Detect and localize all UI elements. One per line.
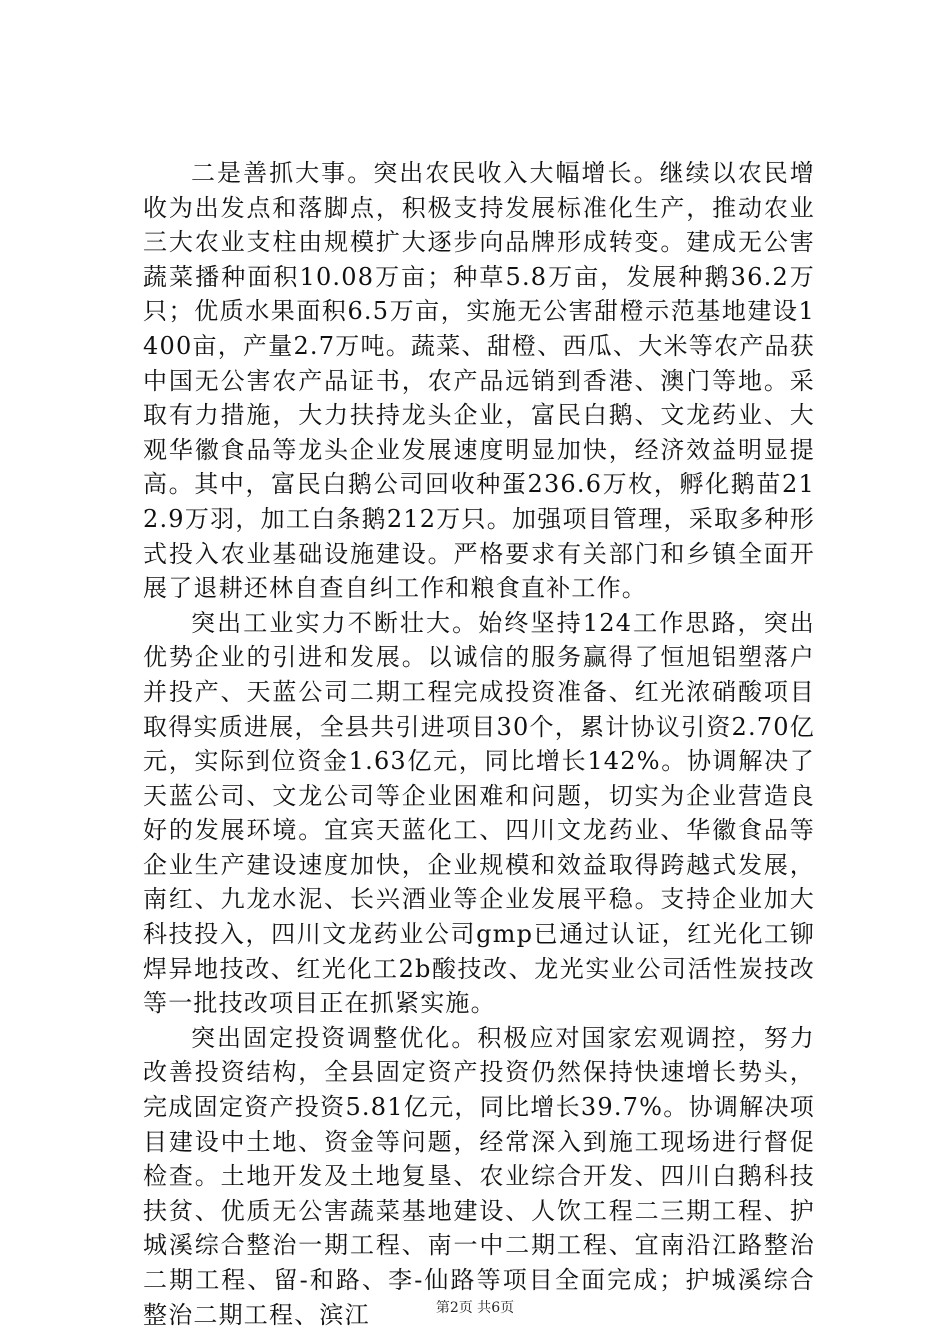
paragraph-agriculture: 二是善抓大事。突出农民收入大幅增长。继续以农民增收为出发点和落脚点，积极支持发展标准化生产，推动农业三大农业支柱由规模扩大逐步向品牌形成转变。建成无公害蔬菜播种面积10.08万亩；种草5.8万亩，发展种鹅36.2万只；优质水果面积6.5万亩，实施无公害甜橙示范基地建设1400亩，产量2.7万吨。蔬菜、甜橙、西瓜、大米等农产品获中国无公害农产品证书，农产品远销到香港、澳门等地。采取有力措施，大力扶持龙头企业，富民白鹅、文龙药业、大观华徽食品等龙头企业发展速度明显加快，经济效益明显提高。其中，富民白鹅公司回收种蛋236.6万枚，孵化鹅苗212.9万羽，加工白条鹅212万只。加强项目管理，采取多种形式投入农业基础设施建设。严格要求有关部门和乡镇全面开展了退耕还林自查自纠工作和粮食直补工作。 xyxy=(143,159,815,603)
paragraph-industry: 突出工业实力不断壮大。始终坚持124工作思路，突出优势企业的引进和发展。以诚信的服务赢得了恒旭铝塑落户并投产、天蓝公司二期工程完成投资准备、红光浓硝酸项目取得实质进展，全县共引进项目30个，累计协议引资2.70亿元，实际到位资金1.63亿元，同比增长142%。协调解决了天蓝公司、文龙公司等企业困难和问题，切实为企业营造良好的发展环境。宜宾天蓝化工、四川文龙药业、华徽食品等企业生产建设速度加快，企业规模和效益取得跨越式发展，南红、九龙水泥、长兴酒业等企业发展平稳。支持企业加大科技投入，四川文龙药业公司gmp已通过认证，红光化工铆焊异地技改、红光化工2b酸技改、龙光实业公司活性炭技改等一批技改项目正在抓紧实施。 xyxy=(143,608,815,1018)
paragraph-fixed-investment: 突出固定投资调整优化。积极应对国家宏观调控，努力改善投资结构，全县固定资产投资仍然保持快速增长势头，完成固定资产投资5.81亿元，同比增长39.7%。协调解决项目建设中土地、资金等问题，经常深入到施工现场进行督促检查。土地开发及土地复垦、农业综合开发、四川白鹅科技扶贫、优质无公害蔬菜基地建设、人饮工程二三期工程、护城溪综合整治一期工程、南一中二期工程、宜南沿江路整治二期工程、留-和路、李-仙路等项目全面完成；护城溪综合整治二期工程、滨江 xyxy=(143,1023,815,1329)
page-number-footer: 第2页 共6页 xyxy=(435,1300,515,1316)
document-body xyxy=(143,156,815,1332)
